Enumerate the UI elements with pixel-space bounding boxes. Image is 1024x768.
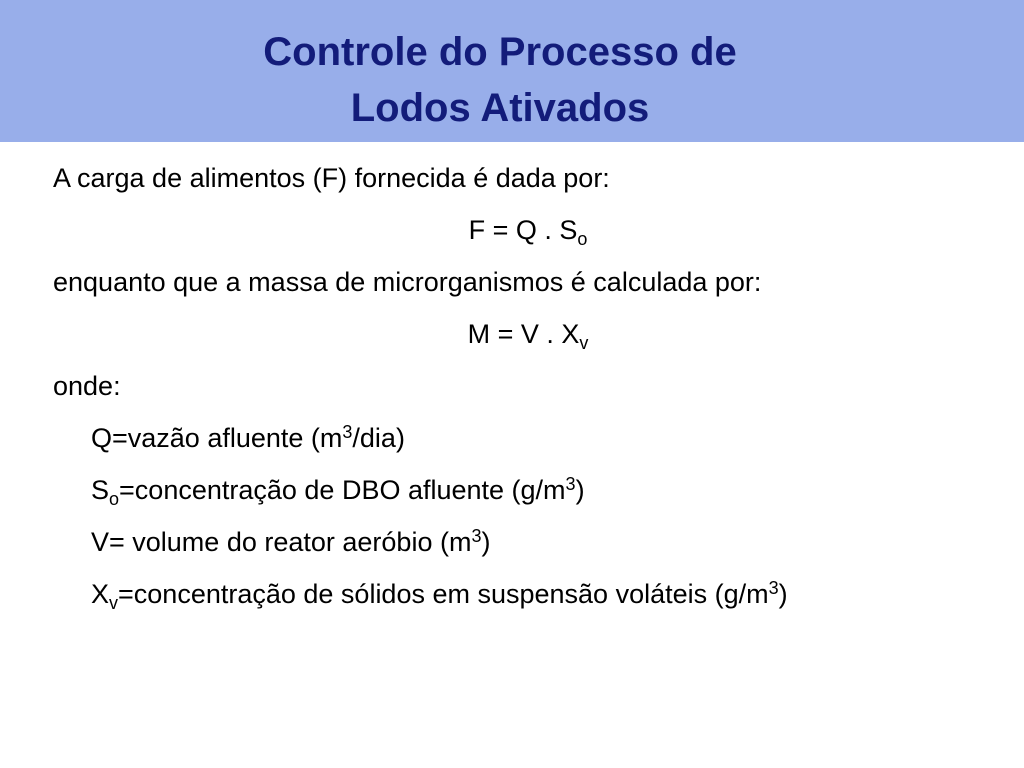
intro-text: A carga de alimentos (F) fornecida é dada por: <box>53 163 610 193</box>
definition-q <box>53 412 963 464</box>
definition-q-text: Q=vazão afluente (m <box>91 423 343 453</box>
formula-m <box>53 308 963 360</box>
definition-so-symbol: S <box>91 475 110 505</box>
definition-xv-superscript: 3 <box>768 578 779 598</box>
title-line-1: Controle do Processo de <box>263 30 737 74</box>
definition-q-superscript: 3 <box>342 422 353 442</box>
definition-xv-text: =concentração de sólidos em suspensão voláteis (g/m <box>118 579 769 609</box>
definition-q-tail: /dia) <box>352 423 405 453</box>
definition-so <box>53 464 963 516</box>
definition-v <box>53 516 963 568</box>
definition-so-text: =concentração de DBO afluente (g/m <box>119 475 566 505</box>
definition-xv <box>53 572 963 616</box>
definition-v-tail: ) <box>481 527 491 557</box>
formula-f <box>53 204 963 256</box>
definition-xv-subscript: v <box>109 593 119 613</box>
definition-xv-symbol: X <box>91 579 110 609</box>
slide-body <box>53 152 963 616</box>
formula-m-text: M = V . X <box>467 319 580 349</box>
title-line-2: Lodos Ativados <box>350 86 650 130</box>
definition-so-subscript: o <box>109 489 120 509</box>
where-label: onde: <box>53 371 121 401</box>
definition-so-superscript: 3 <box>565 474 576 494</box>
definition-v-superscript: 3 <box>471 526 482 546</box>
middle-text: enquanto que a massa de microrganismos é calculada por: <box>53 267 762 297</box>
definition-v-text: V= volume do reator aeróbio (m <box>91 527 472 557</box>
formula-f-text: F = Q . S <box>468 215 578 245</box>
slide-title <box>0 24 1000 136</box>
definition-so-tail: ) <box>575 475 585 505</box>
formula-m-subscript: v <box>579 333 589 353</box>
formula-f-subscript: o <box>577 229 588 249</box>
definition-xv-tail: ) <box>778 579 788 609</box>
